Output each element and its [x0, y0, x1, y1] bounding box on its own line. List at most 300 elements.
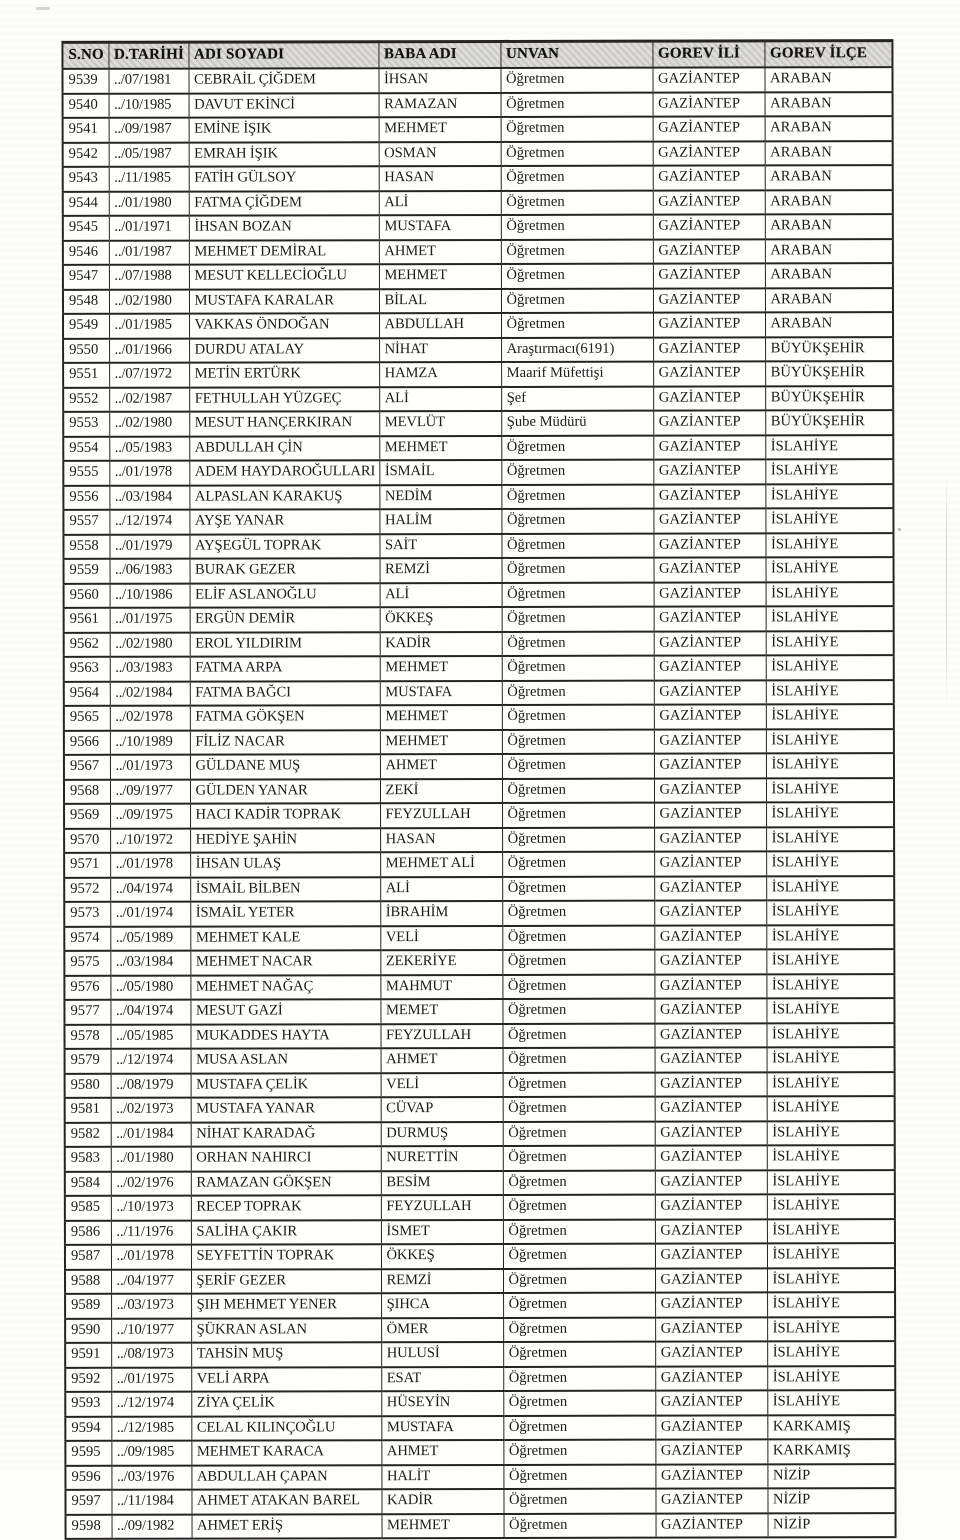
table-cell: İHSAN [378, 68, 500, 93]
table-cell: 9582 [65, 1122, 111, 1147]
table-row [65, 1096, 895, 1122]
table-cell: Öğretmen [502, 558, 654, 583]
table-cell: 9584 [65, 1171, 111, 1196]
table-cell: 9559 [64, 559, 110, 584]
table-cell: ALİ [380, 876, 502, 901]
table-cell: Öğretmen [501, 141, 653, 166]
table-cell: İSLAHİYE [766, 557, 894, 582]
table-cell: İSLAHİYE [767, 1390, 895, 1415]
table-cell: MEHMET KARACA [191, 1440, 381, 1465]
table-row [65, 1194, 895, 1220]
table-row [65, 1488, 895, 1514]
table-cell: BURAK GEZER [190, 558, 380, 583]
table-cell: MUSTAFA KARALAR [189, 289, 379, 314]
table-cell: Öğretmen [501, 435, 653, 460]
table-cell: ARABAN [765, 288, 893, 313]
table-row [63, 459, 893, 485]
table-cell: 9580 [65, 1073, 111, 1098]
table-cell: İSLAHİYE [766, 900, 894, 925]
scan-smudge [36, 7, 50, 10]
table-header-cell: ADI SOYADI [188, 42, 378, 69]
table-row [64, 631, 894, 657]
table-cell: Öğretmen [501, 533, 653, 558]
table-cell: MUSTAFA ÇELİK [191, 1073, 381, 1098]
table-cell: GAZİANTEP [655, 1390, 767, 1415]
table-cell: MEHMET [382, 1513, 504, 1538]
table-cell: BÜYÜKŞEHİR [765, 361, 893, 386]
table-cell: Öğretmen [503, 1464, 655, 1489]
table-cell: ../11/1976 [111, 1220, 191, 1245]
table-row [65, 1072, 895, 1098]
scan-artifact-line [946, 470, 947, 710]
table-cell: ../12/1974 [111, 1049, 191, 1074]
table-cell: ../01/1978 [111, 1245, 191, 1270]
table-cell: MEHMET DEMİRAL [189, 240, 379, 265]
table-cell: ../01/1980 [109, 191, 189, 216]
table-cell: GAZİANTEP [654, 778, 766, 803]
table-cell: Öğretmen [503, 1366, 655, 1391]
table-row [63, 533, 893, 559]
table-cell: GAZİANTEP [654, 704, 766, 729]
table-cell: GAZİANTEP [653, 435, 765, 460]
table-cell: İSLAHİYE [767, 1047, 895, 1072]
table-cell: GAZİANTEP [654, 729, 766, 754]
table-row [63, 435, 893, 461]
table-cell: MEHMET [380, 729, 502, 754]
table-cell: İSLAHİYE [767, 1145, 895, 1170]
table-cell: Öğretmen [503, 1048, 655, 1073]
table-row [65, 1341, 895, 1367]
table-row [63, 141, 893, 167]
table-cell: GAZİANTEP [653, 533, 765, 558]
table-cell: İSLAHİYE [766, 753, 894, 778]
table-row [64, 729, 894, 755]
table-cell: GAZİANTEP [653, 165, 765, 190]
table-cell: BESİM [381, 1170, 503, 1195]
table-cell: ZİYA ÇELİK [191, 1391, 381, 1416]
table-cell: İSLAHİYE [766, 802, 894, 827]
table-cell: İSLAHİYE [766, 1023, 894, 1048]
table-cell: Öğretmen [503, 1146, 655, 1171]
table-cell: FETHULLAH YÜZGEÇ [189, 387, 379, 412]
table-cell: 9552 [63, 387, 109, 412]
table-cell: ARABAN [765, 190, 893, 215]
personnel-table [61, 39, 896, 1540]
table-cell: GAZİANTEP [654, 802, 766, 827]
table-row [63, 361, 893, 387]
table-cell: HACI KADİR TOPRAK [190, 803, 380, 828]
table-cell: EROL YILDIRIM [190, 632, 380, 657]
table-cell: FİLİZ NACAR [190, 730, 380, 755]
table-cell: Öğretmen [504, 1513, 656, 1538]
table-cell: AHMET ATAKAN BAREL [191, 1489, 381, 1514]
table-cell: 9598 [66, 1514, 112, 1539]
table-cell: GAZİANTEP [653, 263, 765, 288]
table-cell: 9578 [64, 1024, 110, 1049]
table-cell: TAHSİN MUŞ [191, 1342, 381, 1367]
table-cell: İSLAHİYE [767, 1219, 895, 1244]
table-cell: GAZİANTEP [653, 484, 765, 509]
table-cell: GÜLDEN YANAR [190, 779, 380, 804]
table-cell: Öğretmen [501, 117, 653, 142]
table-cell: ARABAN [765, 141, 893, 166]
table-cell: ABDULLAH ÇAPAN [191, 1465, 381, 1490]
table-cell: FEYZULLAH [380, 803, 502, 828]
table-cell: İSLAHİYE [767, 1072, 895, 1097]
table-cell: Öğretmen [502, 754, 654, 779]
table-cell: 9558 [63, 534, 109, 559]
table-cell: GAZİANTEP [654, 1023, 766, 1048]
table-row [64, 557, 894, 583]
table-cell: ../01/1975 [110, 608, 190, 633]
table-cell: MUSTAFA YANAR [191, 1097, 381, 1122]
table-cell: REMZİ [380, 558, 502, 583]
table-cell: 9585 [65, 1196, 111, 1221]
table-row [64, 704, 894, 730]
table-cell: NİZİP [767, 1488, 895, 1513]
table-row [64, 900, 894, 926]
table-cell: 9597 [65, 1490, 111, 1515]
table-cell: GAZİANTEP [656, 1513, 768, 1538]
table-cell: ../10/1989 [110, 730, 190, 755]
table-cell: ARABAN [764, 67, 892, 92]
table-cell: ../09/1987 [109, 118, 189, 143]
table-cell: 9566 [64, 730, 110, 755]
table-cell: ../05/1987 [109, 142, 189, 167]
table-cell: CELAL KILINÇOĞLU [191, 1416, 381, 1441]
table-cell: ../02/1980 [109, 412, 189, 437]
table-cell: MEHMET [379, 435, 501, 460]
table-cell: Öğretmen [501, 92, 653, 117]
table-cell: ../02/1980 [109, 289, 189, 314]
table-cell: 9591 [65, 1343, 111, 1368]
table-cell: NİZİP [767, 1464, 895, 1489]
table-cell: İSLAHİYE [765, 484, 893, 509]
table-cell: ../07/1981 [108, 69, 188, 94]
table-row [63, 337, 893, 363]
table-cell: HASAN [380, 827, 502, 852]
table-cell: Öğretmen [501, 239, 653, 264]
table-cell: 9560 [64, 583, 110, 608]
table-cell: VELİ [380, 925, 502, 950]
table-cell: GAZİANTEP [654, 949, 766, 974]
table-cell: 9541 [63, 118, 109, 143]
table-cell: Maarif Müfettişi [501, 362, 653, 387]
table-cell: Öğretmen [503, 1342, 655, 1367]
table-cell: İSLAHİYE [766, 827, 894, 852]
table-cell: GAZİANTEP [653, 410, 765, 435]
table-cell: FATMA ÇİĞDEM [189, 191, 379, 216]
table-cell: 9545 [63, 216, 109, 241]
table-cell: GAZİANTEP [654, 631, 766, 656]
table-cell: İSLAHİYE [767, 1366, 895, 1391]
table-row [65, 1390, 895, 1416]
table-cell: Araştırmacı(6191) [501, 337, 653, 362]
table-cell: BÜYÜKŞEHİR [765, 337, 893, 362]
table-cell: İSLAHİYE [765, 435, 893, 460]
table-cell: ALPASLAN KARAKUŞ [189, 485, 379, 510]
table-cell: FEYZULLAH [381, 1195, 503, 1220]
table-cell: İSLAHİYE [765, 533, 893, 558]
table-cell: ÖKKEŞ [380, 607, 502, 632]
table-cell: Öğretmen [503, 1121, 655, 1146]
table-cell: RAMAZAN GÖKŞEN [191, 1171, 381, 1196]
table-cell: ../10/1972 [110, 828, 190, 853]
table-cell: Öğretmen [502, 1023, 654, 1048]
table-cell: ../01/1980 [111, 1147, 191, 1172]
table-cell: GAZİANTEP [654, 974, 766, 999]
table-cell: İSLAHİYE [766, 680, 894, 705]
table-cell: Öğretmen [503, 1244, 655, 1269]
table-row [63, 288, 893, 314]
table-cell: ARABAN [765, 92, 893, 117]
table-cell: ERGÜN DEMİR [190, 607, 380, 632]
table-cell: ARABAN [765, 165, 893, 190]
table-cell: AHMET ERİŞ [192, 1514, 382, 1539]
table-cell: Öğretmen [501, 460, 653, 485]
table-cell: ŞERİF GEZER [191, 1269, 381, 1294]
table-cell: ../03/1984 [110, 951, 190, 976]
table-cell: ../05/1989 [110, 926, 190, 951]
table-header-cell: D.TARİHİ [108, 42, 188, 69]
table-cell: 9590 [65, 1318, 111, 1343]
table-cell: METİN ERTÜRK [189, 362, 379, 387]
table-cell: ../03/1973 [111, 1294, 191, 1319]
table-cell: GAZİANTEP [655, 1219, 767, 1244]
table-cell: 9553 [63, 412, 109, 437]
table-cell: MUSTAFA [381, 1415, 503, 1440]
table-cell: 9542 [63, 142, 109, 167]
table-cell: İSLAHİYE [767, 1268, 895, 1293]
table-row [64, 802, 894, 828]
table-cell: AYŞEGÜL TOPRAK [189, 534, 379, 559]
table-cell: SAİT [379, 533, 501, 558]
table-row [63, 410, 893, 436]
table-cell: ŞIHCA [381, 1293, 503, 1318]
table-cell: ../01/1987 [109, 240, 189, 265]
table-cell: ../03/1984 [109, 485, 189, 510]
table-row [65, 1292, 895, 1318]
table-cell: ../10/1973 [111, 1196, 191, 1221]
table-cell: ../02/1980 [110, 632, 190, 657]
table-cell: 9562 [64, 632, 110, 657]
table-cell: 9573 [64, 902, 110, 927]
table-cell: İSLAHİYE [767, 1243, 895, 1268]
table-cell: ../02/1987 [109, 387, 189, 412]
table-cell: 9594 [65, 1416, 111, 1441]
table-cell: ../02/1978 [110, 706, 190, 731]
table-cell: NURETTİN [381, 1146, 503, 1171]
table-cell: Öğretmen [503, 1097, 655, 1122]
table-cell: AHMET [379, 239, 501, 264]
table-row [64, 925, 894, 951]
table-cell: İSLAHİYE [766, 851, 894, 876]
table-cell: GAZİANTEP [654, 876, 766, 901]
table-cell: GAZİANTEP [653, 214, 765, 239]
table-cell: EMİNE İŞIK [189, 117, 379, 142]
table-cell: 9544 [63, 191, 109, 216]
table-cell: 9574 [64, 926, 110, 951]
table-cell: ZEKİ [380, 778, 502, 803]
table-header-cell: GOREV İLÇE [764, 41, 892, 68]
table-cell: 9571 [64, 853, 110, 878]
table-cell: ../06/1983 [110, 559, 190, 584]
table-cell: ELİF ASLANOĞLU [190, 583, 380, 608]
table-cell: 9563 [64, 657, 110, 682]
table-cell: İSLAHİYE [767, 1121, 895, 1146]
table-row [63, 92, 893, 118]
table-cell: 9568 [64, 779, 110, 804]
table-cell: RAMAZAN [379, 92, 501, 117]
table-cell: BİLAL [379, 288, 501, 313]
table-cell: GAZİANTEP [654, 557, 766, 582]
table-cell: ../12/1985 [111, 1416, 191, 1441]
table-cell: GAZİANTEP [655, 1170, 767, 1195]
table-cell: ../08/1973 [111, 1343, 191, 1368]
table-cell: İSLAHİYE [765, 459, 893, 484]
table-cell: Öğretmen [502, 680, 654, 705]
table-cell: GAZİANTEP [652, 67, 764, 92]
table-cell: MESUT KELLECİOĞLU [189, 264, 379, 289]
table-cell: 9556 [63, 485, 109, 510]
table-cell: SEYFETTİN TOPRAK [191, 1244, 381, 1269]
table-cell: GAZİANTEP [655, 1268, 767, 1293]
table-cell: GAZİANTEP [655, 1464, 767, 1489]
table-cell: ../07/1972 [109, 363, 189, 388]
table-cell: Öğretmen [502, 974, 654, 999]
table-row [63, 214, 893, 240]
table-cell: DAVUT EKİNCİ [189, 93, 379, 118]
table-cell: İSLAHİYE [766, 974, 894, 999]
table-cell: REMZİ [381, 1268, 503, 1293]
table-row [65, 1243, 895, 1269]
table-cell: ŞIH MEHMET YENER [191, 1293, 381, 1318]
table-cell: FATMA GÖKŞEN [190, 705, 380, 730]
table-cell: 9564 [64, 681, 110, 706]
table-row [63, 386, 893, 412]
table-cell: GAZİANTEP [654, 925, 766, 950]
table-cell: ../10/1985 [109, 93, 189, 118]
table-cell: NEDİM [379, 484, 501, 509]
table-cell: ÖMER [381, 1317, 503, 1342]
table-row [64, 680, 894, 706]
table-cell: ŞÜKRAN ASLAN [191, 1318, 381, 1343]
table-cell: Öğretmen [502, 950, 654, 975]
table-cell: VELİ ARPA [191, 1367, 381, 1392]
table-cell: KADİR [381, 1489, 503, 1514]
table-cell: Öğretmen [502, 827, 654, 852]
table-cell: 9555 [63, 461, 109, 486]
table-header-cell: S.NO [62, 42, 108, 69]
table-cell: Şube Müdürü [501, 411, 653, 436]
table-cell: ../01/1979 [109, 534, 189, 559]
table-cell: HÜSEYİN [381, 1391, 503, 1416]
table-cell: GAZİANTEP [655, 1317, 767, 1342]
table-cell: ../07/1988 [109, 265, 189, 290]
table-cell: Öğretmen [502, 925, 654, 950]
table-cell: İSLAHİYE [767, 1292, 895, 1317]
table-cell: BÜYÜKŞEHİR [765, 386, 893, 411]
table-cell: Öğretmen [502, 582, 654, 607]
table-cell: Öğretmen [503, 1195, 655, 1220]
table-cell: Öğretmen [503, 1440, 655, 1465]
table-cell: ../09/1982 [112, 1514, 192, 1539]
table-cell: ../09/1977 [110, 779, 190, 804]
table-cell: İSLAHİYE [767, 1317, 895, 1342]
table-cell: ESAT [381, 1366, 503, 1391]
table-cell: ABDULLAH [379, 313, 501, 338]
table-header-cell: BABA ADI [378, 41, 500, 68]
table-cell: Öğretmen [503, 1293, 655, 1318]
table-row [64, 974, 894, 1000]
table-cell: KARKAMIŞ [767, 1415, 895, 1440]
table-cell: İSLAHİYE [766, 949, 894, 974]
table-cell: DURDU ATALAY [189, 338, 379, 363]
table-cell: 9575 [64, 951, 110, 976]
table-cell: ../01/1975 [111, 1367, 191, 1392]
table-cell: Öğretmen [503, 1072, 655, 1097]
table-cell: HEDİYE ŞAHİN [190, 828, 380, 853]
table-cell: HULUSİ [381, 1342, 503, 1367]
table-row [64, 606, 894, 632]
table-cell: SALİHA ÇAKIR [191, 1220, 381, 1245]
table-cell: GAZİANTEP [655, 1415, 767, 1440]
table-cell: FATMA BAĞCI [190, 681, 380, 706]
table-cell: ADEM HAYDAROĞULLARI [189, 460, 379, 485]
table-cell: Öğretmen [503, 1415, 655, 1440]
table-cell: ../02/1984 [110, 681, 190, 706]
table-cell: AHMET [381, 1048, 503, 1073]
table-cell: 9579 [65, 1049, 111, 1074]
table-cell: ../01/1978 [110, 853, 190, 878]
table-cell: İSLAHİYE [766, 631, 894, 656]
table-cell: GAZİANTEP [655, 1096, 767, 1121]
table-header-cell: UNVAN [500, 41, 652, 68]
table-cell: AHMET [380, 754, 502, 779]
table-cell: İSMAİL [379, 460, 501, 485]
table-cell: GAZİANTEP [654, 582, 766, 607]
table-cell: MESUT GAZİ [190, 999, 380, 1024]
table-cell: DURMUŞ [381, 1121, 503, 1146]
table-cell: VELİ [381, 1072, 503, 1097]
table-cell: İSMAİL BİLBEN [190, 877, 380, 902]
table-row [65, 1145, 895, 1171]
table-cell: GAZİANTEP [654, 900, 766, 925]
personnel-table-container [61, 39, 896, 1540]
table-row [63, 190, 893, 216]
table-cell: 9569 [64, 804, 110, 829]
table-row [63, 263, 893, 289]
table-cell: ARABAN [765, 312, 893, 337]
table-cell: GAZİANTEP [653, 459, 765, 484]
table-cell: ARABAN [765, 214, 893, 239]
table-cell: GAZİANTEP [655, 1366, 767, 1391]
table-cell: GAZİANTEP [653, 141, 765, 166]
table-cell: HASAN [379, 166, 501, 191]
table-row [65, 1219, 895, 1245]
table-cell: Öğretmen [500, 68, 652, 93]
table-cell: ../05/1985 [110, 1024, 190, 1049]
table-cell: İSMAİL YETER [190, 901, 380, 926]
table-cell: CEBRAİL ÇİĞDEM [188, 68, 378, 93]
table-row [64, 753, 894, 779]
table-cell: MEVLÜT [379, 411, 501, 436]
table-cell: NİHAT [379, 337, 501, 362]
table-cell: 9583 [65, 1147, 111, 1172]
table-cell: CÜVAP [381, 1097, 503, 1122]
table-cell: 9576 [64, 975, 110, 1000]
table-cell: ../10/1986 [110, 583, 190, 608]
